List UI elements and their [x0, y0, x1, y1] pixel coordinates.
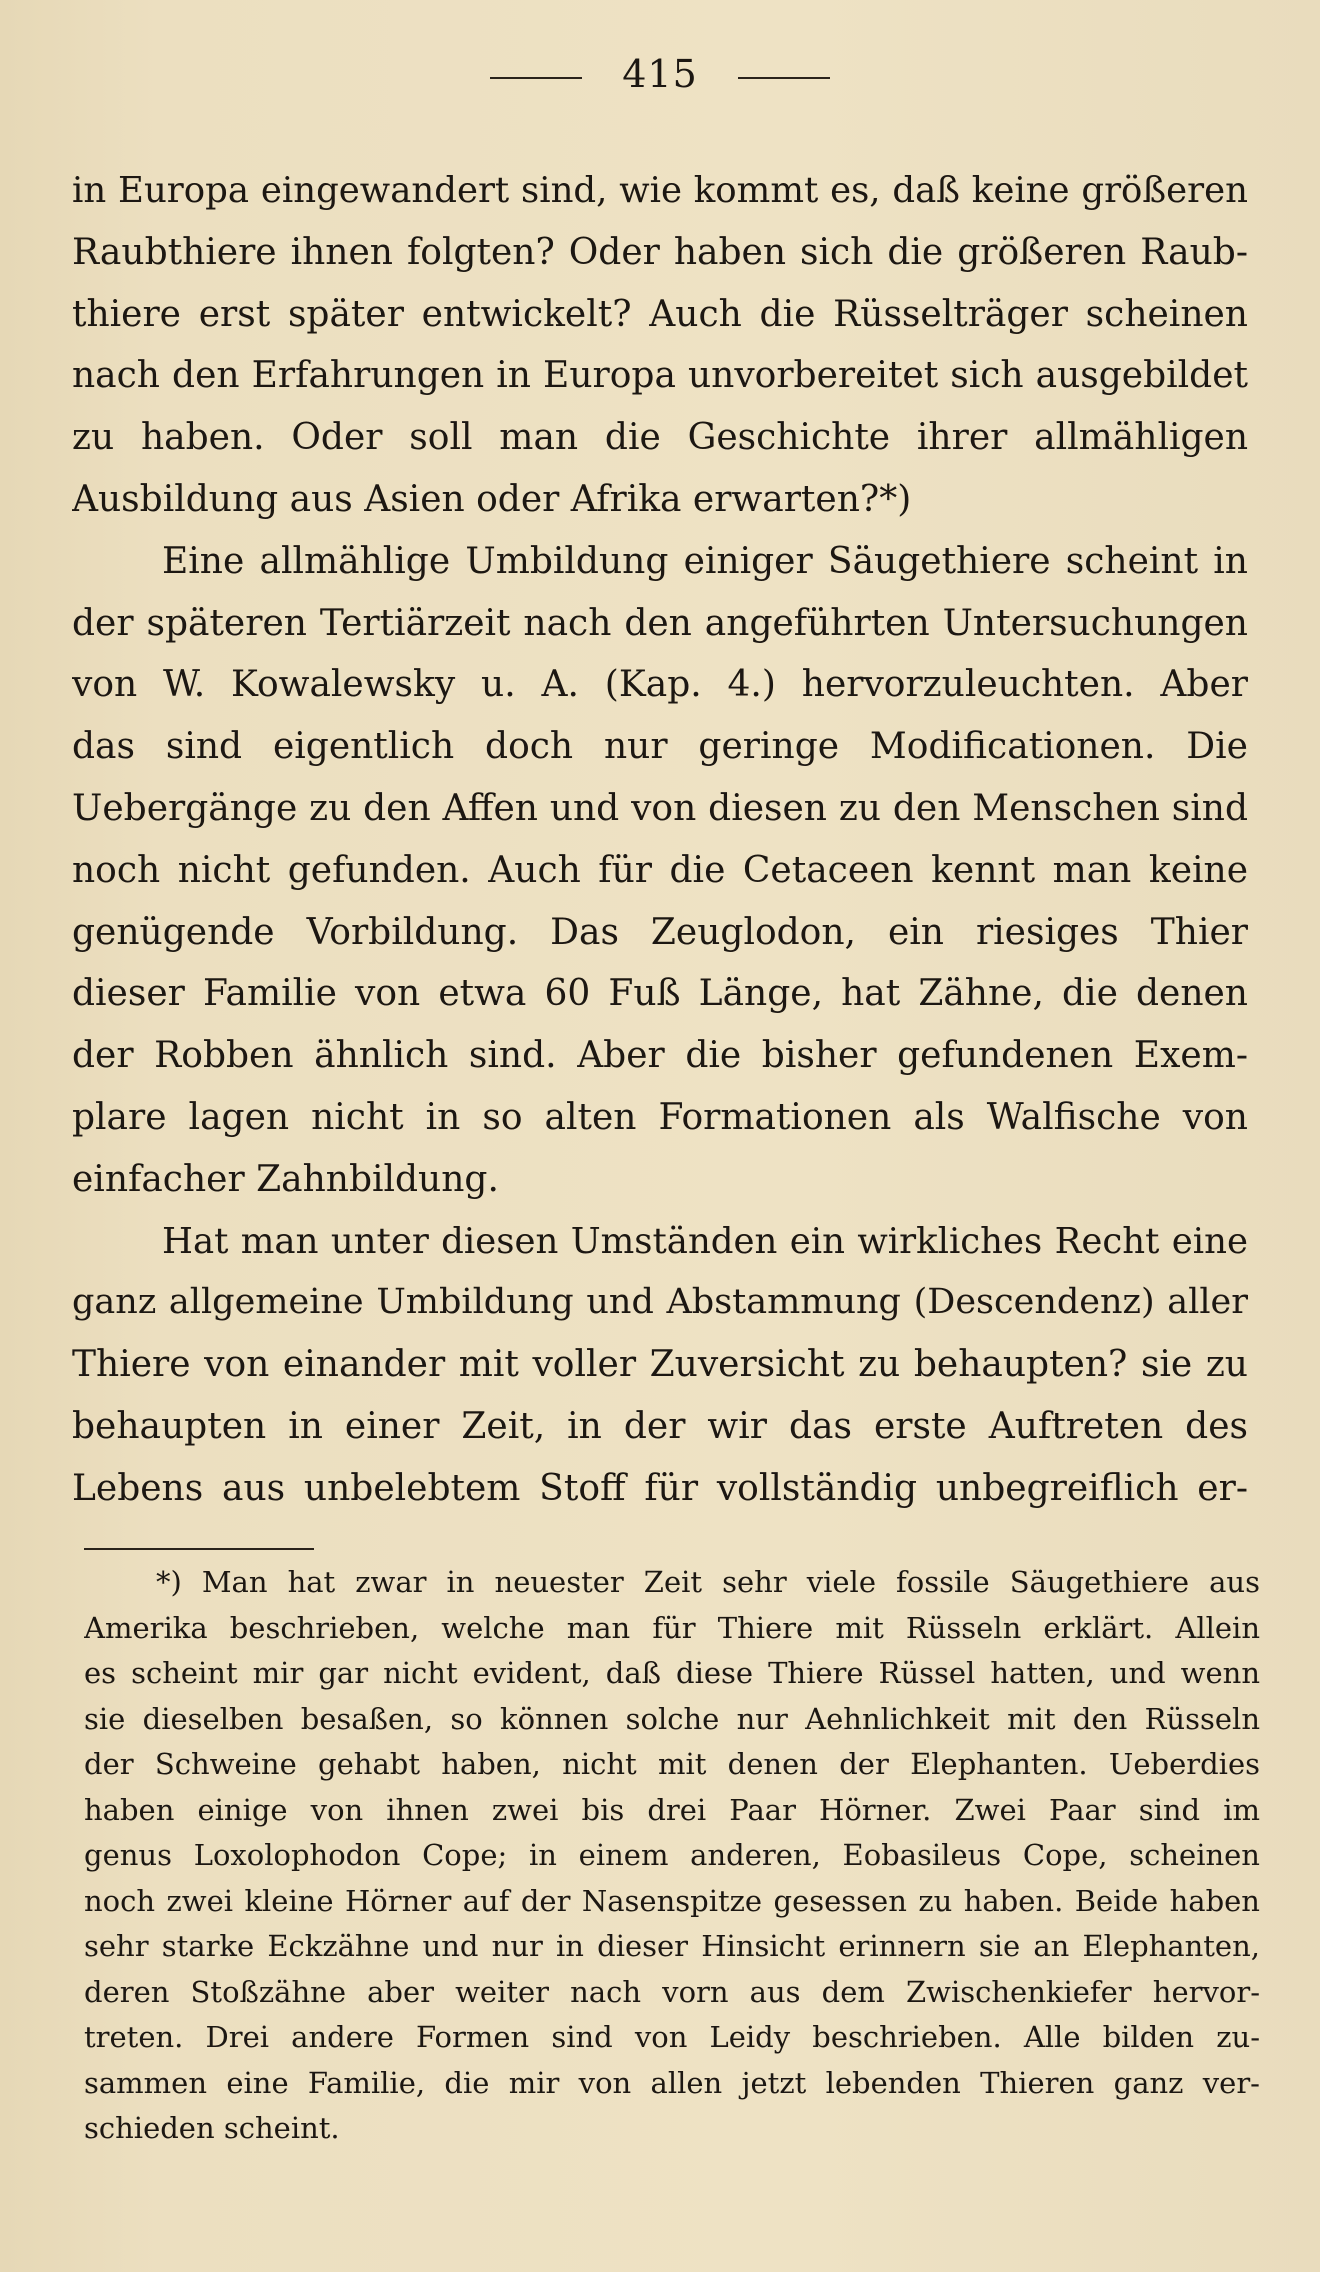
body-line: thiere erst später entwickelt? Auch die Rüsselträger scheinen — [72, 293, 1248, 335]
body-line: Ausbildung aus Asien oder Afrika erwarten?*) — [72, 478, 912, 520]
body-line: von W. Kowalewsky u. A. (Kap. 4.) hervorzuleuchten. Aber — [72, 664, 1248, 706]
body-line: plare lagen nicht in so alten Formationen als Walfische von — [72, 1096, 1248, 1138]
header-rule-right — [738, 77, 830, 79]
body-line: das sind eigentlich doch nur geringe Modificationen. Die — [72, 726, 1248, 768]
body-line: der Robben ähnlich sind. Aber die bisher gefundenen Exem- — [72, 1035, 1248, 1077]
footnote-line: sie dieselben besaßen, so können solche nur Aehnlichkeit mit den Rüsseln — [84, 1701, 1260, 1736]
body-line: Thiere von einander mit voller Zuversicht zu behaupten? sie zu — [72, 1344, 1248, 1386]
footnote-line: noch zwei kleine Hörner auf der Nasenspitze gesessen zu haben. Beide haben — [84, 1883, 1260, 1918]
header-rule-left — [490, 77, 582, 79]
body-line: behaupten in einer Zeit, in der wir das erste Auftreten des — [72, 1405, 1248, 1447]
footnote-line: schieden scheint. — [84, 2111, 340, 2145]
body-line: zu haben. Oder soll man die Geschichte ihrer allmähligen — [72, 417, 1248, 459]
body-line: der späteren Tertiärzeit nach den angeführten Untersuchungen — [72, 602, 1248, 644]
body-line: einfacher Zahnbildung. — [72, 1158, 499, 1200]
body-line: nach den Erfahrungen in Europa unvorbereitet sich ausgebildet — [72, 355, 1248, 397]
footnote-line: Amerika beschrieben, welche man für Thiere mit Rüsseln erklärt. Allein — [84, 1610, 1260, 1645]
page-header — [0, 52, 1320, 96]
body-line: noch nicht gefunden. Auch für die Cetaceen kennt man keine — [72, 849, 1248, 891]
body-line: dieser Familie von etwa 60 Fuß Länge, hat Zähne, die denen — [72, 973, 1248, 1015]
footnote-line: deren Stoßzähne aber weiter nach vorn aus dem Zwischenkiefer hervor- — [84, 1974, 1260, 2009]
footnote-line: *) Man hat zwar in neuester Zeit sehr viele fossile Säugethiere aus — [156, 1565, 1260, 1599]
body-line: Lebens aus unbelebtem Stoff für vollständig unbegreiflich er- — [72, 1467, 1248, 1509]
footnote-line: haben einige von ihnen zwei bis drei Paar Hörner. Zwei Paar sind im — [84, 1792, 1260, 1827]
body-line: Eine allmählige Umbildung einiger Säugethiere scheint in — [162, 540, 1248, 582]
footnote-line: sehr starke Eckzähne und nur in dieser Hinsicht erinnern sie an Elephanten, — [84, 1929, 1260, 1963]
footnote-rule — [84, 1548, 314, 1550]
footnote-line: der Schweine gehabt haben, nicht mit denen der Elephanten. Ueberdies — [84, 1747, 1260, 1781]
body-line: genügende Vorbildung. Das Zeuglodon, ein riesiges Thier — [72, 911, 1248, 953]
body-line: in Europa eingewandert sind, wie kommt es, daß keine größeren — [72, 170, 1248, 211]
body-line: Raubthiere ihnen folgten? Oder haben sich die größeren Raub- — [72, 231, 1248, 273]
footnote-line: genus Loxolophodon Cope; in einem anderen, Eobasileus Cope, scheinen — [84, 1838, 1260, 1872]
body-line: Uebergänge zu den Affen und von diesen zu den Menschen sind — [72, 787, 1248, 829]
body-text — [72, 160, 1248, 1520]
footnote-line: sammen eine Familie, die mir von allen jetzt lebenden Thieren ganz ver- — [84, 2065, 1260, 2100]
body-line: ganz allgemeine Umbildung und Abstammung (Descendenz) aller — [72, 1282, 1248, 1323]
body-line: Hat man unter diesen Umständen ein wirkliches Recht eine — [162, 1220, 1248, 1262]
page-number: 415 — [622, 52, 698, 96]
footnote-line: treten. Drei andere Formen sind von Leidy beschrieben. Alle bilden zu- — [84, 2020, 1260, 2054]
footnote — [84, 1560, 1260, 2152]
footnote-line: es scheint mir gar nicht evident, daß diese Thiere Rüssel hatten, und wenn — [84, 1656, 1260, 1690]
